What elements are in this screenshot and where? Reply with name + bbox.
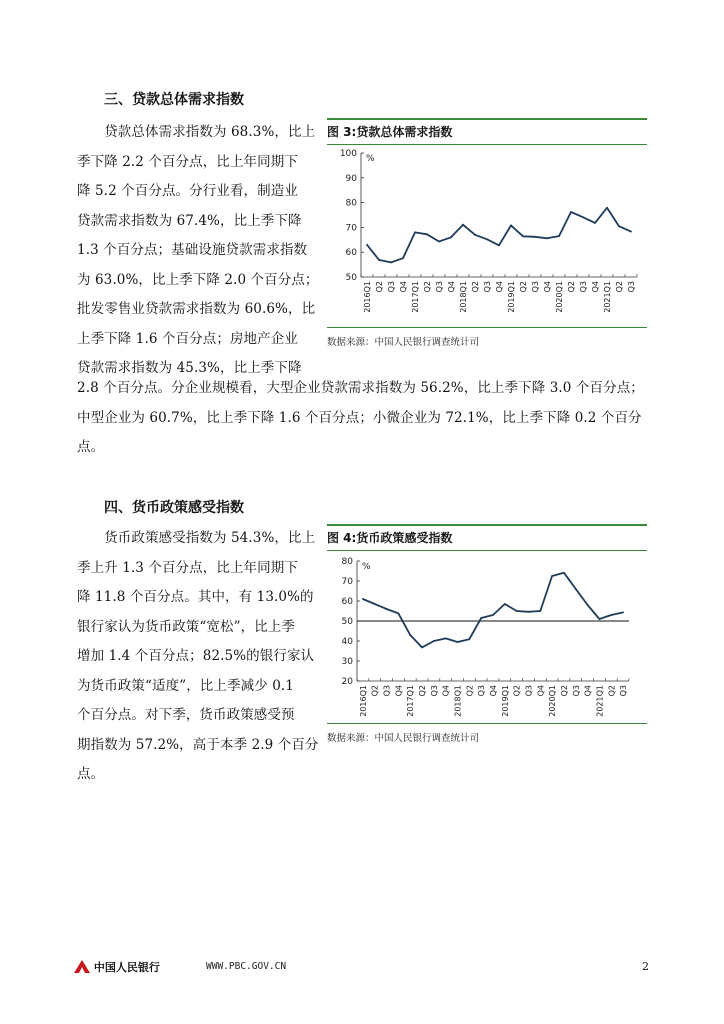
figure-3-caption: 图 3:贷款总体需求指数 (327, 125, 453, 139)
x-tick-label: 2019Q1 (507, 281, 516, 313)
x-tick-label: 2020Q1 (555, 281, 564, 313)
section3-line: 贷款需求指数为 45.3%，比上季下降 (77, 360, 302, 376)
x-tick-label: Q4 (591, 281, 600, 293)
data-point (587, 604, 589, 606)
data-point (386, 608, 388, 610)
section3-heading: 三、贷款总体需求指数 (104, 92, 244, 108)
y-tick-label: 60 (345, 248, 357, 259)
x-tick-label: 2019Q1 (500, 685, 510, 717)
x-tick-label: Q4 (441, 685, 451, 697)
x-tick-label: Q2 (370, 685, 380, 697)
section4-line: 点。 (77, 766, 105, 782)
data-point (421, 647, 423, 649)
y-tick-label: 70 (345, 223, 357, 234)
data-point (474, 234, 476, 236)
figure-4-chart (327, 551, 647, 723)
data-point (610, 614, 612, 616)
data-point (362, 598, 364, 600)
data-point (445, 638, 447, 640)
x-tick-label: Q2 (615, 281, 624, 293)
data-point (457, 641, 459, 643)
x-tick-label: Q2 (418, 685, 428, 697)
data-point (504, 603, 506, 605)
y-tick-label: 50 (341, 617, 353, 627)
data-point (438, 241, 440, 243)
x-tick-label: Q3 (435, 281, 444, 293)
x-tick-label: 2020Q1 (548, 685, 558, 717)
data-point (570, 211, 572, 213)
figure-4 (327, 524, 647, 744)
section3-paragraph-full (77, 374, 657, 463)
data-point (498, 244, 500, 246)
x-tick-label: Q2 (465, 685, 475, 697)
data-point (486, 238, 488, 240)
data-point (606, 207, 608, 209)
data-point (546, 237, 548, 239)
section3-line: 季下降 2.2 个百分点，比上年同期下 (77, 153, 298, 170)
section3-line: 1.3 个百分点；基础设施贷款需求指数 (77, 242, 308, 258)
data-point (390, 261, 392, 263)
figure-3-source: 数据来源：中国人民银行调查统计司 (327, 327, 647, 348)
section4-line: 季上升 1.3 个百分点，比上年同期下 (77, 559, 298, 576)
data-point (462, 224, 464, 226)
x-tick-label: Q2 (423, 281, 432, 293)
figure-3 (327, 118, 647, 348)
section4-line: 货币政策感受指数为 54.3%，比上 (77, 530, 316, 546)
data-point (378, 259, 380, 261)
data-point (397, 613, 399, 615)
section3-line: 贷款需求指数为 67.4%，比上季下降 (77, 212, 302, 229)
page-number: 2 (642, 960, 649, 973)
x-tick-label: Q3 (524, 685, 534, 697)
x-tick-label: Q3 (571, 685, 581, 697)
data-point (402, 257, 404, 259)
x-tick-label: 2018Q1 (459, 281, 468, 313)
x-tick-label: Q2 (375, 281, 384, 293)
x-tick-label: 2021Q1 (595, 685, 605, 717)
footer-url[interactable]: WWW.PBC.GOV.CN (206, 961, 287, 972)
series-line (363, 573, 623, 648)
section4-line: 期指数为 57.2%，高于本季 2.9 个百分 (77, 736, 319, 753)
x-tick-label: Q2 (471, 281, 480, 293)
y-unit-label: % (362, 562, 371, 572)
x-tick-label: Q3 (382, 685, 392, 697)
x-tick-label: Q3 (627, 281, 636, 293)
data-point (558, 235, 560, 237)
section3-line: 上季下降 1.6 个百分点；房地产企业 (77, 330, 298, 347)
section4-line: 银行家认为货币政策“宽松”，比上季 (77, 618, 296, 635)
x-tick-label: Q3 (579, 281, 588, 293)
x-tick-label: Q4 (536, 685, 546, 697)
figure-4-source: 数据来源：中国人民银行调查统计司 (327, 723, 647, 744)
x-tick-label: 2017Q1 (411, 281, 420, 313)
x-tick-label: Q3 (429, 685, 439, 697)
data-point (534, 236, 536, 238)
section4-line: 个百分点。对下季，货币政策感受预 (77, 707, 295, 723)
data-point (516, 610, 518, 612)
data-point (528, 611, 530, 613)
y-tick-label: 100 (339, 149, 357, 159)
data-point (450, 236, 452, 238)
data-point (374, 603, 376, 605)
section3-paragraph (77, 118, 321, 384)
figure-3-chart (327, 145, 647, 327)
data-point (433, 640, 435, 642)
data-point (622, 612, 624, 614)
footer-logo-text: 中国人民银行 (93, 961, 160, 974)
x-tick-label: Q4 (447, 281, 456, 293)
data-point (426, 233, 428, 235)
data-point (630, 231, 632, 233)
x-tick-label: Q4 (543, 281, 552, 293)
x-tick-label: 2018Q1 (453, 685, 463, 717)
x-tick-label: Q4 (495, 281, 504, 293)
y-unit-label: % (366, 154, 375, 164)
x-tick-label: Q4 (583, 685, 593, 697)
pbc-logo-icon (74, 960, 90, 973)
section3-line: 贷款总体需求指数为 68.3%，比上 (77, 124, 316, 140)
data-point (539, 610, 541, 612)
data-point (409, 634, 411, 636)
data-point (468, 638, 470, 640)
x-tick-label: Q2 (512, 685, 522, 697)
data-point (522, 235, 524, 237)
x-tick-label: Q3 (531, 281, 540, 293)
data-point (575, 588, 577, 590)
section4-line: 降 11.8 个百分点。其中，有 13.0%的 (77, 589, 314, 605)
data-point (582, 216, 584, 218)
section3-line: 批发零售业贷款需求指数为 60.6%，比 (77, 301, 316, 317)
y-tick-label: 70 (341, 577, 353, 587)
section3-line: 降 5.2 个百分点。分行业看，制造业 (77, 183, 298, 199)
data-point (480, 617, 482, 619)
x-tick-label: 2017Q1 (406, 685, 416, 717)
y-tick-label: 40 (341, 637, 353, 647)
x-tick-label: 2021Q1 (603, 281, 612, 313)
footer-logo (74, 959, 160, 975)
y-tick-label: 60 (341, 597, 353, 607)
x-tick-label: Q2 (607, 685, 617, 697)
section4-paragraph (77, 524, 321, 790)
y-tick-label: 20 (341, 677, 353, 687)
section3-full-line: 2.8 个百分点。分企业规模看，大型企业贷款需求指数为 56.2%，比上季下降 3.0 个百分点； (77, 380, 644, 396)
section3-line: 为 63.0%，比上季下降 2.0 个百分点； (77, 271, 319, 288)
y-tick-label: 90 (345, 173, 357, 184)
x-tick-label: Q4 (399, 281, 408, 293)
series-line (367, 208, 631, 263)
section3-full-line: 中型企业为 60.7%，比上季下降 1.6 个百分点；小微企业为 72.1%，比上季下降 0.2 个百分 (77, 409, 642, 426)
x-tick-label: Q4 (394, 685, 404, 697)
data-point (414, 231, 416, 233)
data-point (618, 225, 620, 227)
x-tick-label: Q2 (567, 281, 576, 293)
data-point (563, 572, 565, 574)
data-point (599, 618, 601, 620)
x-tick-label: Q4 (489, 685, 498, 697)
x-tick-label: 2016Q1 (358, 685, 368, 717)
figure-4-caption: 图 4:货币政策感受指数 (327, 531, 453, 545)
data-point (510, 225, 512, 227)
x-tick-label: Q2 (519, 281, 528, 293)
y-tick-label: 30 (341, 657, 353, 667)
data-point (594, 222, 596, 224)
x-tick-label: Q2 (559, 685, 569, 697)
data-point (492, 614, 494, 616)
section4-line: 为货币政策“适度”，比上季减少 0.1 (77, 677, 294, 694)
x-tick-label: 2016Q1 (363, 281, 372, 313)
section4-heading: 四、货币政策感受指数 (104, 500, 244, 516)
x-tick-label: Q3 (477, 685, 487, 697)
section4-line: 增加 1.4 个百分点；82.5%的银行家认 (77, 648, 315, 664)
data-point (551, 575, 553, 577)
y-tick-label: 50 (345, 273, 357, 283)
y-tick-label: 80 (341, 557, 353, 567)
x-tick-label: Q3 (483, 281, 492, 293)
x-tick-label: Q3 (387, 281, 396, 293)
x-tick-label: Q3 (619, 685, 629, 697)
data-point (366, 244, 368, 246)
section3-full-line: 点。 (77, 439, 105, 455)
y-tick-label: 80 (345, 198, 357, 209)
